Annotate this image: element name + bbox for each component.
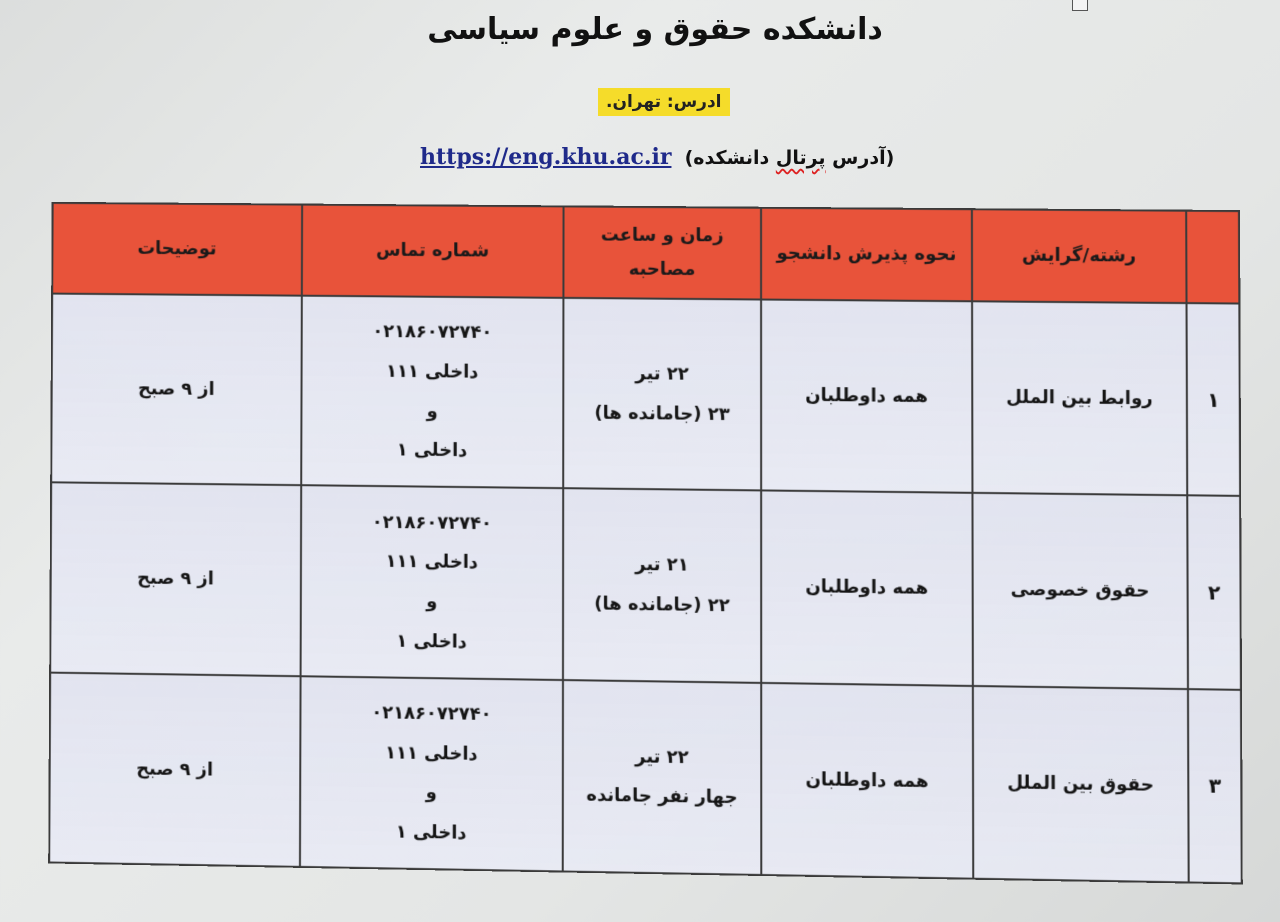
time-line2: جهار نفر جامانده — [586, 784, 738, 809]
phone-conjunction: و — [426, 591, 438, 613]
interview-table-wrapper — [48, 202, 1241, 885]
interview-time-cell — [563, 680, 762, 875]
header-time-line1: زمان و ساعت — [600, 224, 724, 247]
phone-extension: داخلی ۱۱۱ — [385, 360, 479, 383]
phone-cell — [301, 296, 563, 489]
notes-cell: از ۹ صبح — [49, 672, 300, 867]
phone-extension: داخلی ۱۱۱ — [385, 551, 479, 574]
phone-conjunction: و — [426, 400, 438, 422]
phone-number: ۰۲۱۸۶۰۷۲۷۴۰ — [371, 511, 492, 535]
field-cell: حقوق بین الملل — [973, 686, 1189, 883]
header-interview-time — [563, 206, 761, 299]
header-phone: شماره تماس — [302, 205, 564, 298]
portal-label — [685, 147, 895, 169]
row-number: ۳ — [1188, 689, 1242, 884]
phone-extension: داخلی ۱۱۱ — [384, 742, 478, 765]
time-line2: ۲۳ (جامانده ها) — [594, 402, 730, 425]
table-row — [51, 294, 1240, 497]
portal-line — [420, 144, 900, 184]
header-time-line2: مصاحبه — [628, 258, 696, 281]
header-notes: توضیحات — [52, 203, 302, 296]
portal-label-close: دانشکده) — [684, 147, 776, 169]
header-number — [1186, 211, 1239, 304]
header-admission: نحوه پذیرش دانشجو — [761, 208, 972, 302]
phone-cell — [300, 676, 563, 872]
time-line1: ۲۲ تیر — [635, 745, 689, 768]
admission-cell: همه داوطلبان — [761, 491, 973, 686]
field-cell: روابط بین الملل — [972, 301, 1187, 495]
row-number: ۱ — [1187, 303, 1241, 496]
phone-extension-2: داخلی ۱ — [396, 439, 468, 462]
phone-cell — [301, 485, 564, 679]
portal-label-open: (آدرس — [825, 147, 895, 169]
window-restore-icon[interactable] — [1072, 0, 1088, 11]
spellcheck-word: پرتال — [775, 147, 826, 169]
document-title: دانشکده حقوق و علوم سیاسی — [427, 12, 883, 47]
phone-number: ۰۲۱۸۶۰۷۲۷۴۰ — [371, 702, 492, 726]
interview-time-cell — [563, 488, 761, 682]
header-field: رشته/گرایش — [972, 209, 1187, 303]
table-row — [49, 672, 1242, 883]
table-row — [50, 483, 1241, 690]
portal-link[interactable]: https://eng.khu.ac.ir — [420, 144, 672, 170]
notes-cell: از ۹ صبح — [50, 483, 301, 676]
table-header-row — [52, 203, 1239, 304]
interview-table — [48, 202, 1243, 885]
field-cell: حقوق خصوصی — [972, 493, 1187, 689]
notes-cell: از ۹ صبح — [51, 294, 302, 486]
phone-extension-2: داخلی ۱ — [395, 821, 467, 844]
phone-extension-2: داخلی ۱ — [396, 630, 468, 653]
time-line1: ۲۲ تیر — [635, 363, 689, 385]
phone-conjunction: و — [425, 782, 437, 804]
time-line2: ۲۲ (جامانده ها) — [594, 593, 730, 617]
admission-cell: همه داوطلبان — [761, 300, 972, 494]
address-highlight: ادرس: تهران. — [598, 88, 730, 116]
admission-cell: همه داوطلبان — [761, 683, 973, 879]
row-number: ۲ — [1187, 496, 1241, 690]
phone-number: ۰۲۱۸۶۰۷۲۷۴۰ — [372, 321, 493, 344]
interview-time-cell — [563, 298, 761, 491]
time-line1: ۲۱ تیر — [635, 554, 689, 577]
